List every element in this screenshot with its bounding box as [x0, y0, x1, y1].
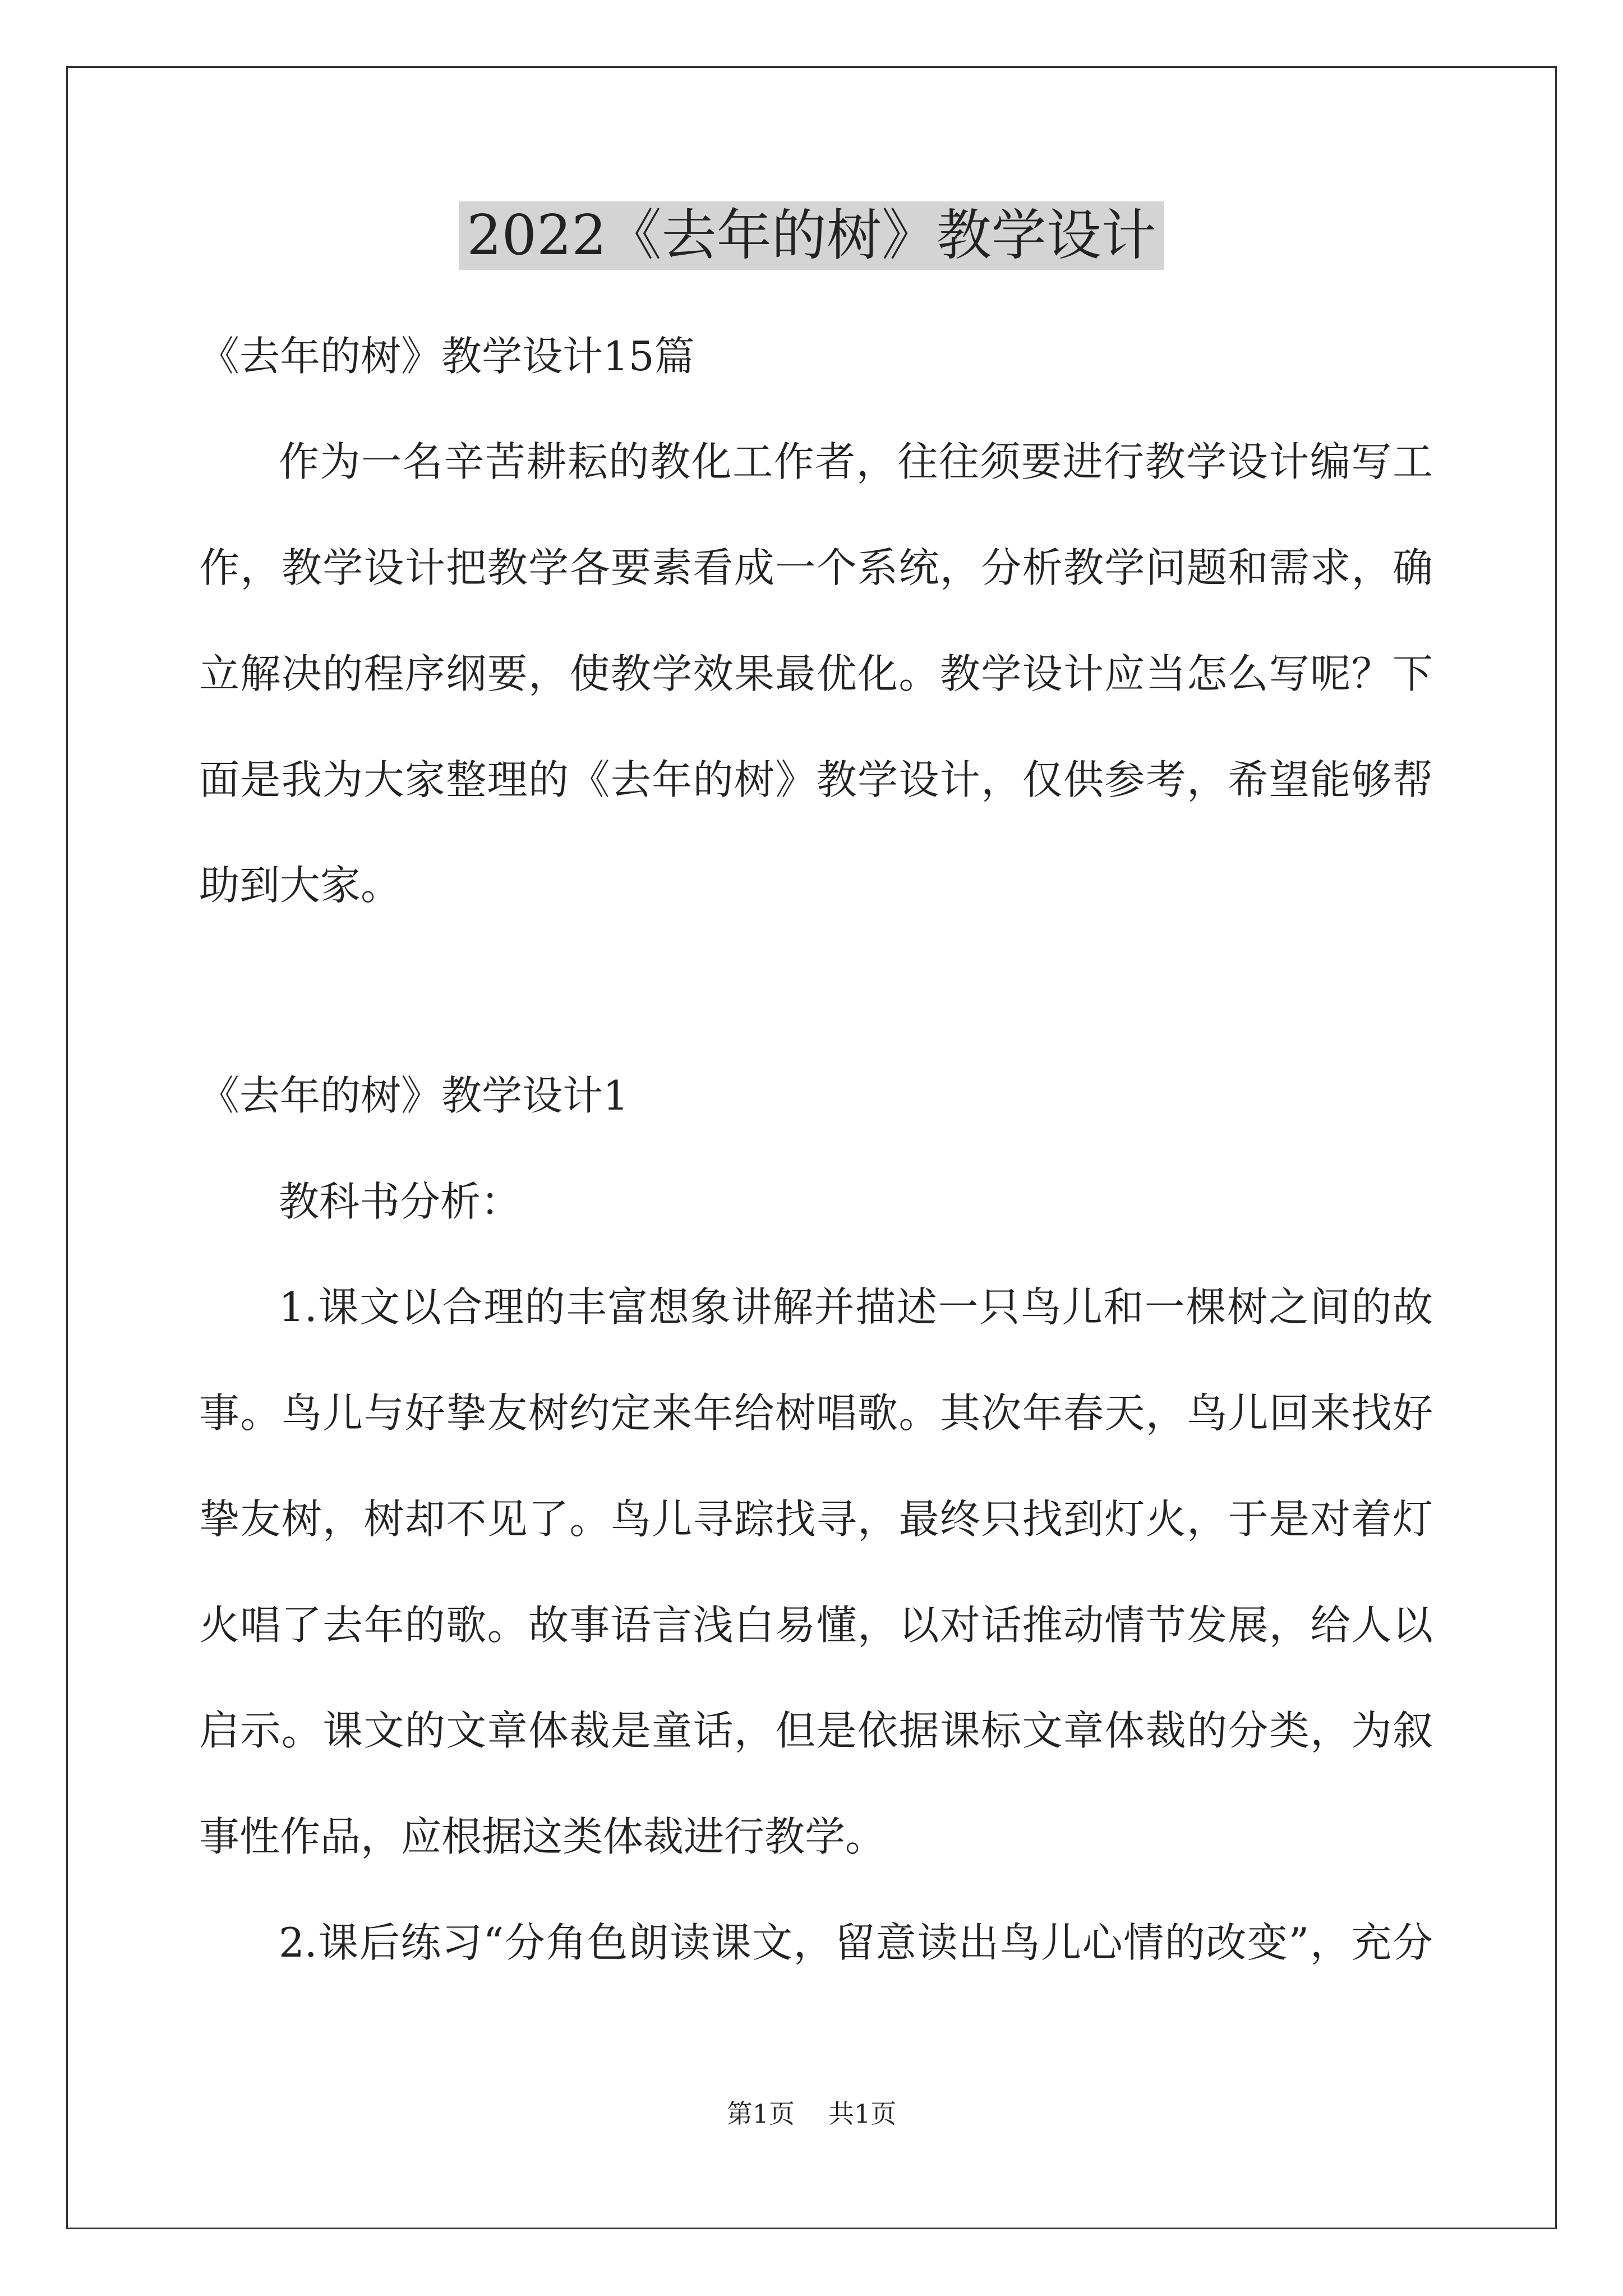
intro-line: 面是我为大家整理的《去年的树》教学设计，仅供参考，希望能够帮	[199, 756, 1433, 803]
point-1-line: 事。鸟儿与好挚友树约定来年给树唱歌。其次年春天，鸟儿回来找好	[199, 1389, 1433, 1437]
section-heading: 《去年的树》教学设计1	[199, 1072, 629, 1119]
page-footer	[0, 2097, 1623, 2131]
page-total: 共1页	[828, 2099, 897, 2129]
point-1-line: 1.课文以合理的丰富想象讲解并描述一只鸟儿和一棵树之间的故	[279, 1283, 1433, 1331]
document-title	[0, 194, 1623, 278]
intro-line: 立解决的程序纲要，使教学效果最优化。教学设计应当怎么写呢？下	[199, 650, 1433, 697]
intro-line: 助到大家。	[199, 862, 402, 909]
document-title-text: 2022《去年的树》教学设计	[459, 201, 1164, 270]
point-1-line: 挚友树，树却不见了。鸟儿寻踪找寻，最终只找到灯火，于是对着灯	[199, 1496, 1433, 1543]
intro-line: 作为一名辛苦耕耘的教化工作者，往往须要进行教学设计编写工	[279, 438, 1433, 485]
point-2-line: 2.课后练习“分角色朗读课文，留意读出鸟儿心情的改变”，充分	[279, 1919, 1433, 1966]
point-1-line: 启示。课文的文章体裁是童话，但是依据课标文章体裁的分类，为叙	[199, 1707, 1433, 1754]
analysis-heading: 教科书分析：	[279, 1178, 522, 1225]
intro-line: 作，教学设计把教学各要素看成一个系统，分析教学问题和需求，确	[199, 544, 1433, 591]
document-subtitle: 《去年的树》教学设计15篇	[199, 333, 695, 380]
page-border	[66, 66, 1557, 2229]
point-1-line: 事性作品，应根据这类体裁进行教学。	[199, 1813, 886, 1860]
point-1-line: 火唱了去年的歌。故事语言浅白易懂，以对话推动情节发展，给人以	[199, 1602, 1433, 1649]
page-number: 第1页	[726, 2099, 795, 2129]
